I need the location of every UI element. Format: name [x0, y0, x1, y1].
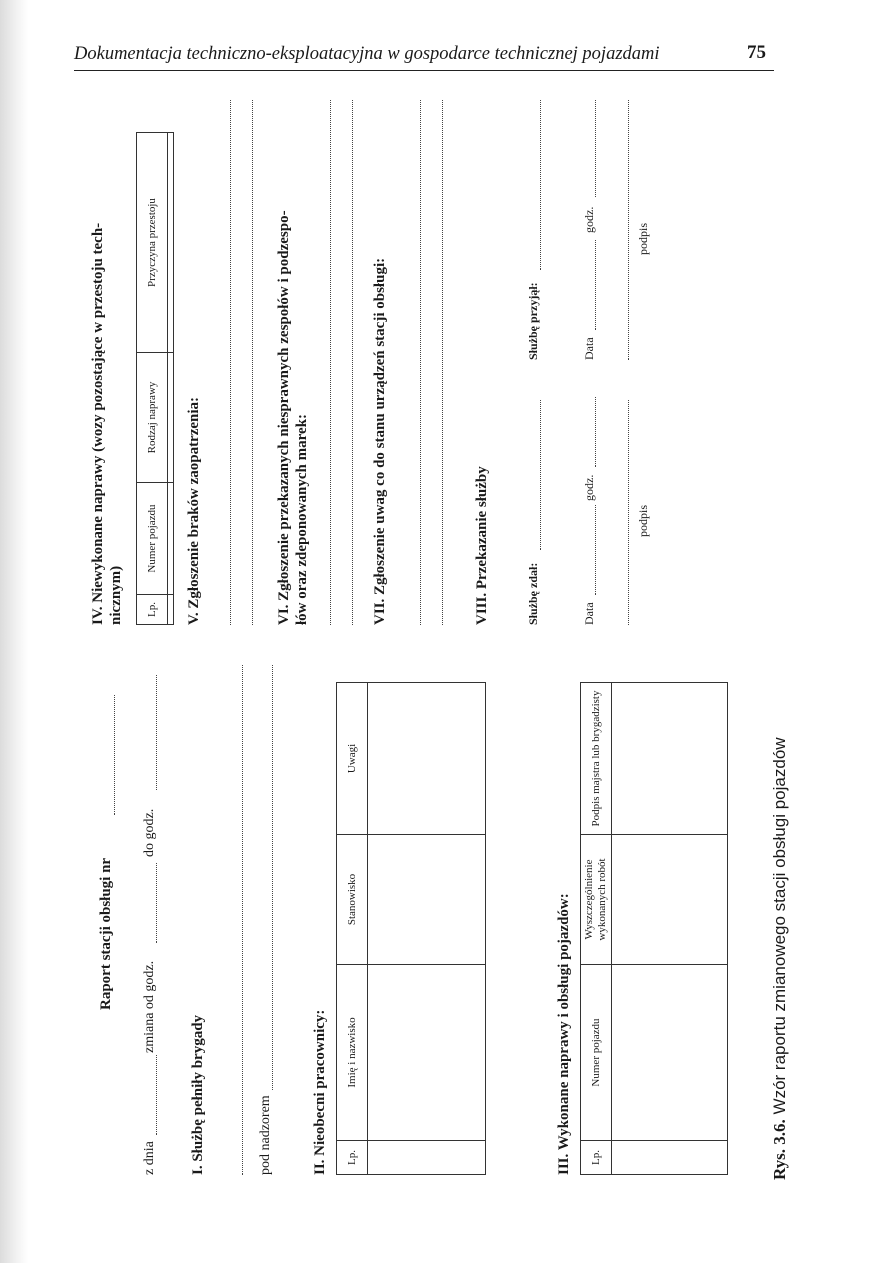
shift-from-field[interactable] — [156, 863, 157, 943]
taken-over-label: Służbę przyjął: — [526, 282, 540, 360]
rotated-form — [90, 70, 770, 1175]
col-vehicle-number: Numer pojazdu — [581, 965, 612, 1141]
figure-caption-label: Rys. 3.6. — [770, 1119, 789, 1180]
table-cell[interactable] — [612, 835, 728, 965]
table-cell[interactable] — [168, 133, 174, 353]
table-cell[interactable] — [168, 595, 174, 625]
section-1-heading: I. Służbę pełniły brygady — [190, 1014, 206, 1175]
section-5-heading: V. Zgłoszenie braków zaopatrzenia: — [186, 396, 202, 625]
handover-signature-label: podpis — [636, 504, 650, 537]
table-cell[interactable] — [612, 1141, 728, 1175]
supply-shortages-line[interactable] — [230, 100, 231, 625]
takeover-date-label: Data — [582, 337, 596, 360]
supervision-field[interactable] — [272, 665, 273, 1090]
section-4-heading-line2: nicznym) — [108, 565, 124, 625]
section-2-heading: II. Nieobecni pracownicy: — [312, 1009, 328, 1175]
col-downtime-reason: Przyczyna przestoju — [137, 133, 168, 353]
col-name: Imię i nazwisko — [337, 965, 368, 1141]
table-cell[interactable] — [368, 683, 486, 835]
supervision-label: pod nadzorem — [258, 1095, 273, 1175]
handover-time-label: godz. — [582, 474, 596, 501]
form-title: Raport stacji obsługi nr — [98, 857, 114, 1010]
page-edge-shadow — [0, 0, 28, 1263]
shift-from-label: zmiana od godz. — [142, 960, 157, 1053]
supply-shortages-line[interactable] — [252, 100, 253, 625]
section-6-heading-line1: VI. Zgłoszenie przekazanych niesprawnych zespołów i podzespo- — [276, 210, 292, 625]
running-header — [74, 40, 774, 71]
takeover-time-label: godz. — [582, 206, 596, 233]
col-repair-type: Rodzaj naprawy — [137, 353, 168, 483]
section-7-heading: VII. Zgłoszenie uwag co do stanu urządzeń stacji obsługi: — [372, 257, 388, 625]
section-6-heading-line2: łów oraz zdeponowanych marek: — [294, 414, 310, 625]
handed-over-field[interactable] — [540, 400, 541, 550]
table-cell[interactable] — [368, 1141, 486, 1175]
figure-caption-text: Wzór raportu zmianowego stacji obsługi pojazdów — [770, 737, 789, 1115]
repairs-table — [580, 682, 728, 1175]
section-8-heading: VIII. Przekazanie służby — [474, 466, 490, 625]
col-vehicle-number: Numer pojazdu — [137, 483, 168, 595]
running-header-title: Dokumentacja techniczno-eksploatacyjna w gospodarce technicznej pojazdami — [74, 44, 660, 64]
faulty-units-line[interactable] — [330, 100, 331, 625]
date-field[interactable] — [156, 1055, 157, 1135]
col-lp: Lp. — [581, 1141, 612, 1175]
takeover-signature-label: podpis — [636, 222, 650, 255]
col-foreman-signature: Podpis majstra lub brygadzisty — [581, 683, 612, 835]
section-4-heading-line1: IV. Niewykonane naprawy (wozy pozostające w przestoju tech- — [90, 222, 106, 625]
col-work-details: Wyszczególnienie wykonanych robót — [581, 835, 612, 965]
col-lp: Lp. — [337, 1141, 368, 1175]
shift-to-label: do godz. — [142, 808, 157, 857]
form-right-column — [90, 85, 770, 625]
takeover-date-field[interactable] — [595, 240, 596, 330]
handover-date-field[interactable] — [595, 505, 596, 595]
table-cell[interactable] — [168, 353, 174, 483]
takeover-time-field[interactable] — [595, 100, 596, 197]
table-cell[interactable] — [612, 965, 728, 1141]
takeover-signature-field[interactable] — [628, 100, 629, 360]
handover-date-label: Data — [582, 602, 596, 625]
station-number-field[interactable] — [114, 695, 115, 815]
col-position: Stanowisko — [337, 835, 368, 965]
absent-workers-table — [336, 682, 486, 1175]
col-lp: Lp. — [137, 595, 168, 625]
col-remarks: Uwagi — [337, 683, 368, 835]
handover-signature-field[interactable] — [628, 400, 629, 625]
unfinished-repairs-table — [136, 132, 174, 625]
table-cell[interactable] — [368, 835, 486, 965]
page-number: 75 — [747, 42, 766, 63]
table-cell[interactable] — [168, 483, 174, 595]
faulty-units-line[interactable] — [352, 100, 353, 625]
section-3-heading: III. Wykonane naprawy i obsługi pojazdów: — [556, 893, 572, 1175]
station-remarks-line[interactable] — [442, 100, 443, 625]
handed-over-label: Służbę zdał: — [526, 562, 540, 625]
table-cell[interactable] — [368, 965, 486, 1141]
shift-to-field[interactable] — [156, 675, 157, 790]
station-remarks-line[interactable] — [420, 100, 421, 625]
handover-time-field[interactable] — [595, 397, 596, 467]
brigades-field[interactable] — [242, 665, 243, 1175]
table-cell[interactable] — [612, 683, 728, 835]
form-left-column — [90, 650, 770, 1175]
date-label: z dnia — [142, 1141, 157, 1175]
taken-over-field[interactable] — [540, 100, 541, 270]
